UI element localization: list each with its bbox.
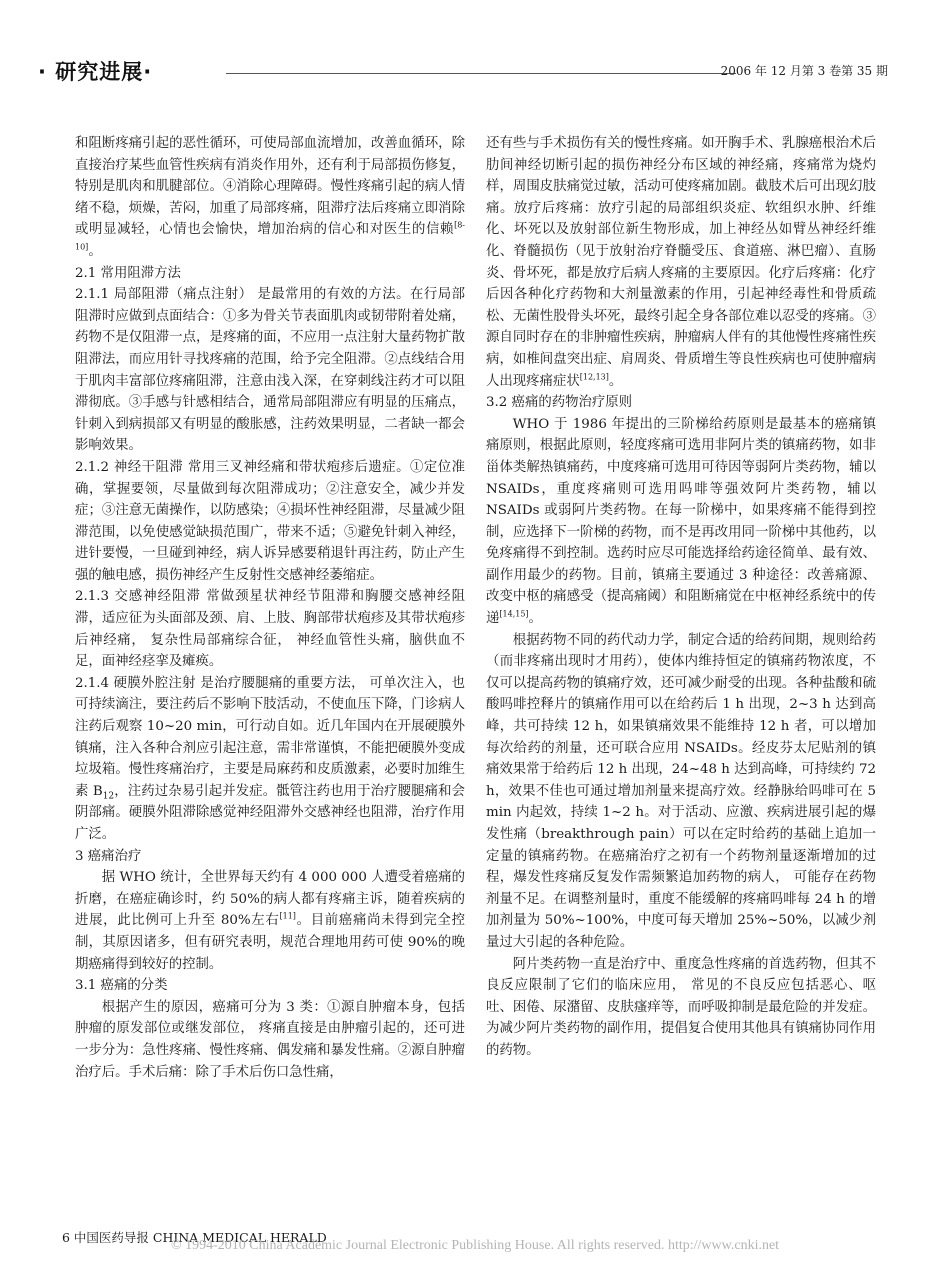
heading-3: 3 癌痛治疗: [75, 848, 142, 864]
copyright-watermark: © 1994-2010 China Academic Journal Electronic Publishing House. All rights reserved. http://www.cnki.net: [170, 1238, 780, 1253]
paragraph-2-1-1: 2.1.1 局部阻滞（痛点注射） 是最常用的有效的方法。在行局部阻滞时应做到点面结合：①多为骨关节表面肌肉或韧带附着处痛，药物不是仅阻滞一点，是疼痛的面，不应用一点注射大量药物扩散阻滞法，而应用针寻找疼痛的范围，给予完全阻滞。②点线结合用于肌肉丰富部位疼痛阻滞，注意由浅入深，在穿刺线注药才可以阻滞彻底。③手感与针感相结合，通常局部阻滞应有明显的压痛点，针刺入到病损部又有明显的酸胀感，注药效果明显，二者缺一都会影响效果。: [75, 287, 465, 454]
paragraph-3: [75, 867, 465, 975]
paragraph-text: 还有些与手术损伤有关的慢性疼痛。如开胸手术、乳腺癌根治术后肋间神经切断引起的损伤神经分布区域的神经痛，疼痛常为烧灼样，周围皮肤痛觉过敏，活动可使疼痛加剧。截肢术后可出现幻肢痛。放疗后疼痛：放疗引起的局部组织炎症、软组织水肿、纤维化、坏死以及放射部位新生物形成，加上神经丛如臂丛神经纤维化、脊髓损伤（见于放射治疗脊髓受压、食道癌、淋巴瘤）、直肠炎、骨坏死，都是放疗后病人疼痛的主要原因。化疗后疼痛：化疗后因各种化疗药物和大剂量激素的作用，引起神经毒性和骨质疏松、无菌性股骨头坏死，最终引起全身各部位难以忍受的疼痛。③源自同时存在的非肿瘤性疾病，肿瘤病人伴有的其他慢性疼痛性疾病，如椎间盘突出症、肩周炎、骨质增生等良性疾病也可使肿瘤病人出现疼痛症状: [486, 136, 876, 389]
citation: [8-10]: [75, 220, 465, 252]
page-footer: 6 中国医药导报 CHINA MEDICAL HERALD: [62, 1230, 327, 1245]
paragraph-text: 。: [608, 373, 623, 389]
paragraph-text: 和阻断疼痛引起的恶性循环，可使局部血流增加，改善血循环，除直接治疗某些血管性疾病有消炎作用外，还有利于局部损伤修复，特别是肌肉和肌腱部位。④消除心理障碍。慢性疼痛引起的病人情绪不稳，烦燥，苦闷，加重了局部疼痛，阻滞疗法后疼痛立即消除或明显减轻，心情也会愉快，增加治病的信心和对医生的信赖: [75, 136, 465, 238]
citation: [11]: [279, 911, 296, 921]
paragraph-who-ladder: [486, 414, 876, 630]
paragraph-2-1-4: [75, 673, 465, 846]
paragraph-text: WHO 于 1986 年提出的三阶梯给药原则是最基本的癌痛镇痛原则，根据此原则，轻度疼痛可选用非阿片类的镇痛药物，如非甾体类解热镇痛药，中度疼痛可选用可待因等弱阿片类药物，辅以 NSAIDs，重度疼痛则可选用吗啡等强效阿片类药物，辅以 NSAIDs 或弱阿片类药物。在每一阶梯中，如果疼痛不能得到控制，应选择下一阶梯的药物，而不是再改用同一阶梯中其他药，以免疼痛得不到控制。选药时应尽可能选择给药途径简单、最有效、副作用最少的药物。目前，镇痛主要通过 3 种途径：改善痛源、改变中枢的痛感受（提高痛阈）和阻断痛觉在中枢神经系统中的传递: [486, 416, 876, 627]
heading-2-1: 2.1 常用阻滞方法: [75, 265, 181, 281]
paragraph-text: 。: [528, 611, 542, 627]
paragraph-2-1-3: 2.1.3 交感神经阻滞 常做颈星状神经节阻滞和胸腰交感神经阻滞，适应征为头面部及颈、肩、上肢、胸部带状疱疹及其带状疱疹后神经痛， 复杂性局部痛综合征， 神经血管性头痛，脑供血不足，面神经痉挛及瘫痪。: [75, 589, 465, 670]
citation: [12,13]: [579, 372, 609, 382]
running-header: [38, 54, 888, 90]
section-title: · 研究进展·: [38, 60, 153, 84]
paragraph-text: ，注药过杂易引起并发症。骶管注药也用于治疗腰腿痛和会阴部痛。硬膜外阻滞除感觉神经阻滞外交感神经也阻滞，治疗作用广泛。: [75, 783, 465, 842]
right-column: [486, 133, 876, 1062]
paragraph-2-1-2: 2.1.2 神经干阻滞 常用三叉神经痛和带状疱疹后遗症。①定位准确，掌握要领，尽量做到每次阻滞成功；②注意安全，减少并发症；③注意无菌操作，以防感染；④损坏性神经阻滞，尽量减少阻滞范围，以免使感觉缺损范围广，带来不适；⑤避免针刺入神经，进针要慢，一旦碰到神经，病人诉异感要稍退针再注药，防止产生强的触电感，损伤神经产生反射性交感神经萎缩症。: [75, 459, 465, 583]
citation: [14,15]: [499, 609, 529, 619]
heading-3-1: 3.1 癌痛的分类: [75, 978, 168, 994]
paragraph-text: 。目前癌痛尚未得到完全控制，其原因诸多，但有研究表明，规范合理地用药可使 90%的晚期癌痛得到较好的控制。: [75, 913, 465, 972]
paragraph-text: 据 WHO 统计，全世界每天约有 4 000 000 人遭受着癌痛的折磨，在癌症确诊时，约 50%的病人都有疼痛主诉，随着疾病的进展，此比例可上升至 80%左右: [75, 870, 465, 929]
paragraph-relief: [75, 133, 465, 263]
left-column: [75, 133, 465, 1083]
paragraph-opioids: 阿片类药物一直是治疗中、重度急性疼痛的首选药物，但其不良反应限制了它们的临床应用， 常见的不良反应包括恶心、呕吐、困倦、尿潴留、皮肤瘙痒等，而呼吸抑制是最危险的并发症。为减少阿片类药物的副作用，提倡复合使用其他具有镇痛协同作用的药物。: [486, 956, 876, 1058]
heading-3-2: 3.2 癌痛的药物治疗原则: [486, 395, 633, 411]
paragraph-text: 。: [88, 243, 102, 259]
paragraph-pain-types: [486, 133, 876, 392]
subscript: 12: [102, 791, 115, 802]
header-rule: [226, 73, 736, 74]
issue-info: 2006 年 12 月第 3 卷第 35 期: [720, 64, 888, 78]
paragraph-text: 2.1.4 硬膜外腔注射 是治疗腰腿痛的重要方法， 可单次注入，也可持续滴注，要注药后不影响下肢活动，不使血压下降，门诊病人注药后观察 10~20 min，可行动自如。近几年国内在开展硬膜外镇痛，注入各种合剂应引起注意，需非常谨慎，不能把硬膜外变成垃圾箱。慢性疼痛治疗，主要是局麻药和皮质激素，必要时加维生素 B: [75, 675, 465, 799]
paragraph-3-1: 根据产生的原因，癌痛可分为 3 类：①源自肿瘤本身，包括肿瘤的原发部位或继发部位， 疼痛直接是由肿瘤引起的，还可进一步分为：急性疼痛、慢性疼痛、偶发痛和暴发性痛。②源自肿瘤治疗后。手术后痛：除了手术后伤口急性痛，: [75, 999, 465, 1080]
paragraph-pharmacokinetics: 根据药物不同的药代动力学，制定合适的给药间期，规则给药（而非疼痛出现时才用药），使体内维持恒定的镇痛药物浓度，不仅可以提高药物的镇痛疗效，还可减少耐受的出现。各种盐酸和硫酸吗啡控释片的镇痛作用可以在给药后 1 h 出现，2~3 h 达到高峰，共可持续 12 h，如果镇痛效果不能维持 12 h 者，可以增加每次给药的剂量，还可联合应用 NSAIDs。经皮芬太尼贴剂的镇痛效果常于给药后 12 h 出现，24~48 h 达到高峰，可持续约 72 h，效果不佳也可通过增加剂量来提高疗效。经静脉给吗啡可在 5 min 内起效，持续 1~2 h。对于活动、应激、疾病进展引起的爆发性痛（breakthrough pain）可以在定时给药的基础上追加一定量的镇痛药物。在癌痛治疗之初有一个药物剂量逐渐增加的过程，爆发性疼痛反复发作需频繁追加药物的病人， 可能存在药物剂量不足。在调整剂量时，重度不能缓解的疼痛吗啡每 24 h 的增加剂量为 50%~100%，中度可每天增加 25%~50%，以减少剂量过大引起的各种危险。: [486, 632, 876, 950]
